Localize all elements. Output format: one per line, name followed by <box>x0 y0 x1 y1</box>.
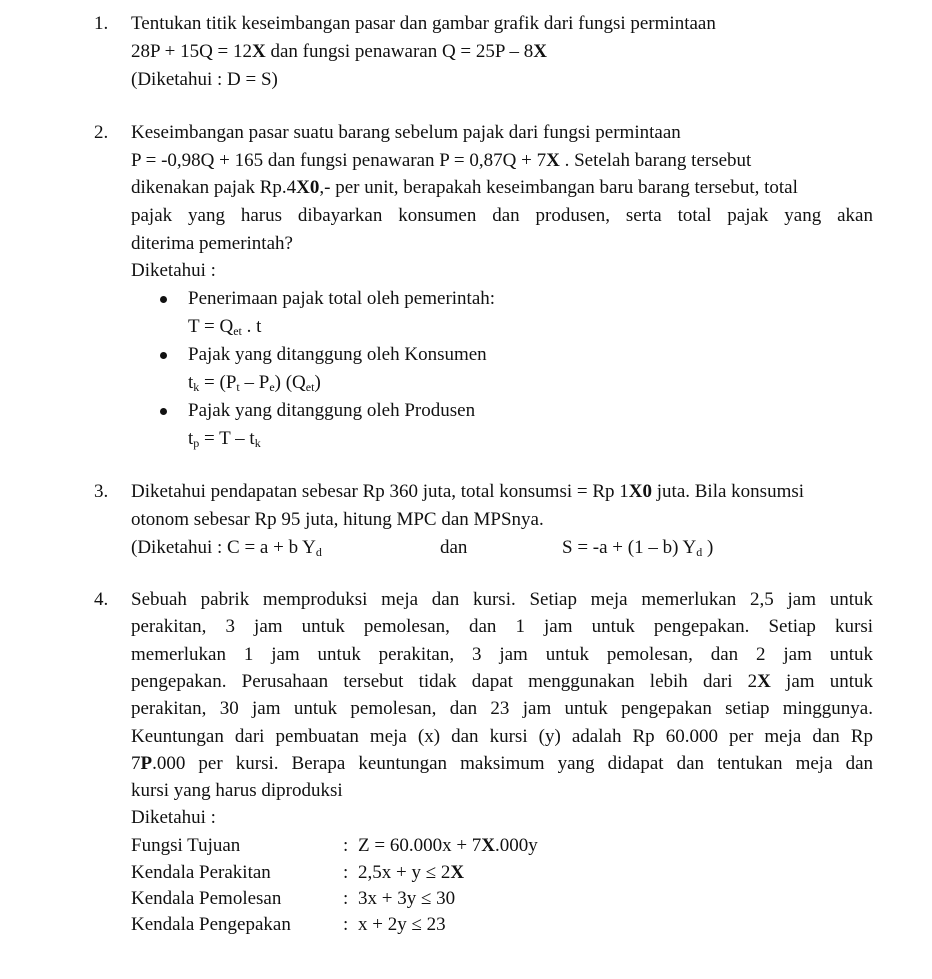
q2-bullet2-text: Pajak yang ditanggung oleh Konsumen <box>188 344 487 365</box>
f3s: e <box>269 380 275 394</box>
f3: – P <box>239 372 270 393</box>
q4-line6: Keuntungan dari pembuatan meja (x) dan kursi (y) adalah Rp 60.000 per meja dan Rp <box>131 726 873 747</box>
q4-line4 <box>131 671 873 693</box>
f4: ) (Q <box>274 372 306 393</box>
q2-line1: Keseimbangan pasar suatu barang sebelum pajak dari fungsi permintaan <box>131 122 681 143</box>
q3-given-c <box>131 537 322 559</box>
bullet-icon <box>160 296 167 303</box>
q4-line8: kursi yang harus diproduksi <box>131 780 343 801</box>
q4-line3: memerlukan 1 jam untuk perakitan, 3 jam untuk pemolesan, dan 2 jam untuk <box>131 644 873 665</box>
f2s: k <box>254 436 261 450</box>
q4-row-expr <box>358 862 464 884</box>
q1-line1: Tentukan titik keseimbangan pasar dan gambar grafik dari fungsi permintaan <box>131 13 716 34</box>
f1s: k <box>193 380 200 394</box>
q3-dan: dan <box>440 537 468 558</box>
q4-line4-x: X <box>757 671 771 692</box>
f2: = T – t <box>199 428 255 449</box>
q4-line7-a: 7 <box>131 753 141 774</box>
q2-x: X <box>546 150 560 171</box>
q1-demand: 28P + 15Q = 12 <box>131 41 253 62</box>
q4-row-expr <box>358 835 538 857</box>
q4-line7-b: .000 per kursi. Berapa keuntungan maksimum yang didapat dan tentukan meja dan <box>152 753 873 774</box>
q2-line5: diterima pemerintah? <box>131 233 293 254</box>
q3-given-s <box>562 537 713 559</box>
q1-x1: X <box>252 41 266 62</box>
q4-number: 4. <box>94 589 109 610</box>
q1-number: 1. <box>94 13 109 34</box>
q4-row-label: Kendala Perakitan <box>131 862 271 883</box>
expr-a: Z = 60.000x + 7 <box>358 835 482 856</box>
q4-given-label: Diketahui : <box>131 807 216 828</box>
q4-row-expr: x + 2y ≤ 23 <box>358 914 446 935</box>
bullet-icon <box>160 352 167 359</box>
q4-row-colon: : <box>343 888 349 909</box>
q3-close: ) <box>702 537 714 558</box>
q2-bullet3-text: Pajak yang ditanggung oleh Produsen <box>188 400 476 421</box>
q4-line7 <box>131 753 873 775</box>
f1: t <box>188 372 194 393</box>
q3-sub-d: d <box>315 545 322 559</box>
q4-row-colon: : <box>343 835 349 856</box>
expr-b: .000y <box>495 835 538 856</box>
q1-x2: X <box>533 41 547 62</box>
q4-line2: perakitan, 3 jam untuk pemolesan, dan 1 jam untuk pengepakan. Setiap kursi <box>131 616 873 637</box>
q3-given-b: S = -a + (1 – b) Y <box>562 537 697 558</box>
f2: = (P <box>199 372 237 393</box>
q4-row-label: Fungsi Tujuan <box>131 835 241 856</box>
q4-row-label: Kendala Pemolesan <box>131 888 282 909</box>
q2-line3-a: dikenakan pajak Rp.4 <box>131 177 297 198</box>
q4-row-colon: : <box>343 914 349 935</box>
q3-line2: otonom sebesar Rp 95 juta, hitung MPC dan MPSnya. <box>131 509 544 530</box>
q3-line1-x: X0 <box>628 481 653 502</box>
q4-line4-a: pengepakan. Perusahaan tersebut tidak dapat menggunakan lebih dari 2 <box>131 671 758 692</box>
f1s: p <box>193 436 200 450</box>
q3-number: 3. <box>94 481 109 502</box>
q2-bullet1-formula <box>188 316 261 338</box>
q4-line5: perakitan, 30 jam untuk pemolesan, dan 23 jam untuk pengepakan setiap minggunya. <box>131 698 873 719</box>
q3-line1 <box>131 481 804 503</box>
q2-line3 <box>131 177 798 199</box>
f-main: T = Q <box>188 316 234 337</box>
q4-line4-b: jam untuk <box>770 671 873 692</box>
q2-line3-b: ,- per unit, berapakah keseimbangan baru barang tersebut, total <box>319 177 798 198</box>
q2-given-label: Diketahui : <box>131 260 216 281</box>
expr-x: X <box>481 835 496 856</box>
q2-line2-a: P = -0,98Q + 165 dan fungsi penawaran P = 0,87Q + 7 <box>131 150 547 171</box>
q3-sub-d2: d <box>696 545 703 559</box>
f4s: et <box>305 380 315 394</box>
f-sub: et <box>233 324 242 338</box>
f2s: t <box>236 380 240 394</box>
q3-line1-a: Diketahui pendapatan sebesar Rp 360 juta, total konsumsi = Rp 1 <box>131 481 629 502</box>
expr-a: 2,5x + y ≤ 2 <box>358 862 451 883</box>
f5: ) <box>314 372 321 393</box>
q3-line1-b: juta. Bila konsumsi <box>652 481 805 502</box>
f1: t <box>188 428 194 449</box>
q3-given-a: (Diketahui : C = a + b Y <box>131 537 316 558</box>
q4-row-colon: : <box>343 862 349 883</box>
q2-line3-x: X0 <box>296 177 320 198</box>
q2-bullet2-formula <box>188 372 321 394</box>
q2-bullet3-formula <box>188 428 261 450</box>
bullet-icon <box>160 408 167 415</box>
q1-line2 <box>131 41 547 63</box>
q2-line2-b: . Setelah barang tersebut <box>559 150 752 171</box>
expr-x: X <box>450 862 465 883</box>
q2-line2 <box>131 150 751 172</box>
q4-row-label: Kendala Pengepakan <box>131 914 291 935</box>
q1-given: (Diketahui : D = S) <box>131 69 278 90</box>
q4-line1: Sebuah pabrik memproduksi meja dan kursi. Setiap meja memerlukan 2,5 jam untuk <box>131 589 873 610</box>
f-rest: . t <box>241 316 262 337</box>
q2-line4: pajak yang harus dibayarkan konsumen dan produsen, serta total pajak yang akan <box>131 205 873 226</box>
q1-supply: dan fungsi penawaran Q = 25P – 8 <box>265 41 534 62</box>
q2-bullet1-text: Penerimaan pajak total oleh pemerintah: <box>188 288 496 309</box>
q2-number: 2. <box>94 122 109 143</box>
q4-line7-p: P <box>140 753 153 774</box>
q4-row-expr: 3x + 3y ≤ 30 <box>358 888 456 909</box>
